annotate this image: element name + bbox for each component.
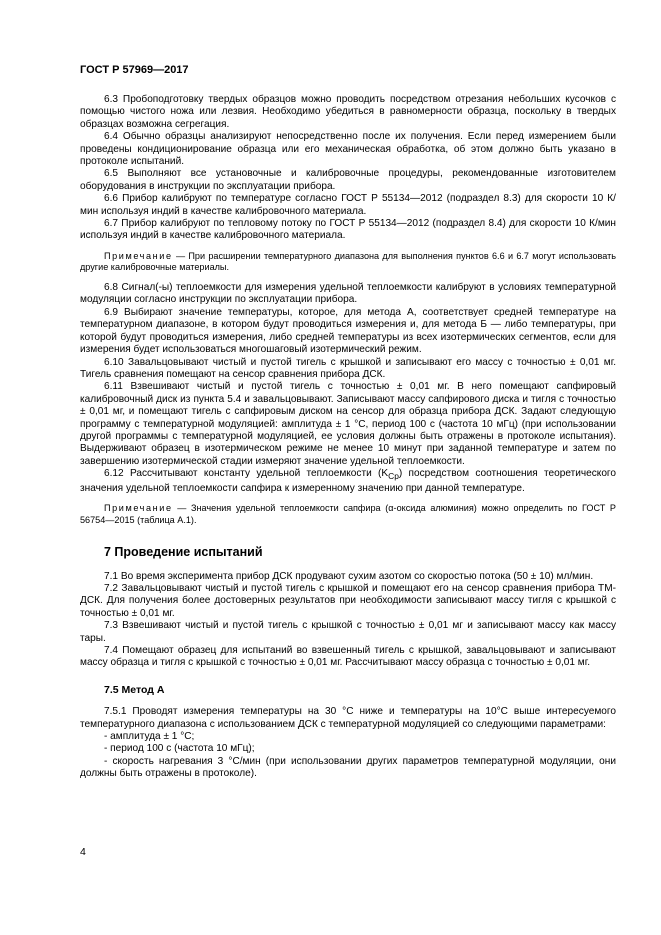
paragraph-6-3: 6.3 Пробоподготовку твердых образцов можно проводить посредством отрезания небольших кусочков с помощью чистого ножа или лезвия. Необходимо убедиться в равномерности образца, поскольку в твердых образцах возможна сегрегация.: [80, 94, 616, 130]
list-item: - период 100 с (частота 10 мГц);: [104, 743, 255, 755]
note-label: Примечание: [104, 250, 173, 261]
list-item: - скорость нагревания 3 °С/мин (при использовании других параметров температурной модуляции, они должны быть отражены в протоколе).: [80, 755, 616, 780]
paragraph-6-12-end: ) посредством соотношения теоретического значения удельной теплоемкости сапфира к измеренному значению при данной температуре.: [80, 468, 616, 494]
subsection-7-5-heading: 7.5 Метод А: [104, 683, 165, 696]
paragraph-7-5-1: 7.5.1 Проводят измерения температуры на 30 °С ниже и температуры на 10°С выше интересуемого температурного диапазона с использованием ДСК с температурной модуляцией со следующими параметрами:: [80, 706, 616, 730]
paragraph-7-3: 7.3 Взвешивают чистый и пустой тигель с крышкой с точностью ± 0,01 мг и записывают массу как массу тары.: [80, 620, 616, 644]
paragraph-6-9: 6.9 Выбирают значение температуры, которое, для метода А, соответствует средней температуре на температурном диапазоне, в котором будут проводиться измерения и, для метода Б — либо температуры, при которой будут проводиться измерения, либо средней температуры из всех изотермических сегментов, если для измерения будет использоваться многошаговый изотермический режим.: [80, 306, 616, 356]
paragraph-6-10: 6.10 Завальцовывают чистый и пустой тигель с крышкой и записывают его массу с точностью ± 0,01 мг. Тигель сравнения помещают на сенсор сравнения прибора ДСК.: [80, 356, 616, 380]
paragraph-7-1: 7.1 Во время эксперимента прибор ДСК продувают сухим азотом со скоростью потока (50 ± 10) мл/мин.: [104, 570, 594, 582]
paragraph-6-11: 6.11 Взвешивают чистый и пустой тигель с точностью ± 0,01 мг. В него помещают сапфировый калибровочный диск из пункта 5.4 и завальцовывают. Записывают массу сапфирового диска и тигля с точностью ± 0,01 мг, и помещают тигель с сапфировым диском на сенсор для образца прибора ДСК. Задают следующую программу с температурной модуляцией: амплитуда ± 1 °С, период 100 с (частота 10 мГц) (при использовании другой программы с температурной модуляцией, ее условия должны быть отражены в протоколе испытания). Выдерживают образец в изотермическом режиме не менее 10 минут при заданной температуре и затем по завершению изотермической стадии измеряют значение удельной теплоемкости.: [80, 381, 616, 467]
paragraph-7-2: 7.2 Завальцовывают чистый и пустой тигель с крышкой и помещают его на сенсор сравнения прибора ТМ-ДСК. Для получения более достоверных результатов при необходимости записывают массу тигля с крышкой с точностью ± 0,01 мг.: [80, 582, 616, 619]
paragraph-6-6: 6.6 Прибор калибруют по температуре согласно ГОСТ Р 55134—2012 (подраздел 8.3) для скорости 10 К/мин используя индий в качестве калибровочного материала.: [80, 193, 616, 217]
document-body: [80, 94, 616, 781]
section-7-heading: 7 Проведение испытаний: [104, 545, 263, 560]
note-label: Примечание: [104, 502, 173, 513]
page-number: 4: [80, 846, 86, 858]
note-text: — При расширении температурного диапазона для выполнения пунктов 6.6 и 6.7 могут использовать другие калибровочные материалы.: [80, 250, 616, 273]
note-sapphire: [80, 503, 616, 526]
note-calibration: [80, 251, 616, 274]
kcp-subscript: Cp: [388, 471, 399, 482]
paragraph-6-12-start: 6.12 Рассчитывают константу удельной теплоемкости (K: [104, 468, 389, 480]
list-item: - амплитуда ± 1 °С;: [104, 731, 195, 743]
paragraph-6-5: 6.5 Выполняют все установочные и калибровочные процедуры, рекомендованные изготовителем оборудования в инструкции по эксплуатации прибора.: [80, 168, 616, 192]
standard-header: ГОСТ Р 57969—2017: [80, 64, 189, 76]
paragraph-6-4: 6.4 Обычно образцы анализируют непосредственно после их получения. Если перед измерением были проведены кондиционирование образца или его механическая обработка, об этом должно быть указано в протоколе испытаний.: [80, 131, 616, 168]
note-text: — Значения удельной теплоемкости сапфира (α-оксида алюминия) можно определить по ГОСТ Р 56754—2015 (таблица А.1).: [80, 502, 616, 525]
paragraph-6-7: 6.7 Прибор калибруют по тепловому потоку по ГОСТ Р 55134—2012 (подраздел 8.4) для скорости 10 К/мин используя индий в качестве калибровочного материала.: [80, 218, 616, 242]
paragraph-7-4: 7.4 Помещают образец для испытаний во взвешенный тигель с крышкой, завальцовывают и записывают массу образца и тигля с крышкой с точностью ± 0,01 мг. Рассчитывают массу образца с точностью ± 0,01 мг.: [80, 645, 616, 669]
paragraph-6-12: [80, 468, 616, 495]
paragraph-6-8: 6.8 Сигнал(-ы) теплоемкости для измерения удельной теплоемкости калибруют в условиях температурной модуляции согласно инструкции по эксплуатации прибора.: [80, 282, 616, 306]
